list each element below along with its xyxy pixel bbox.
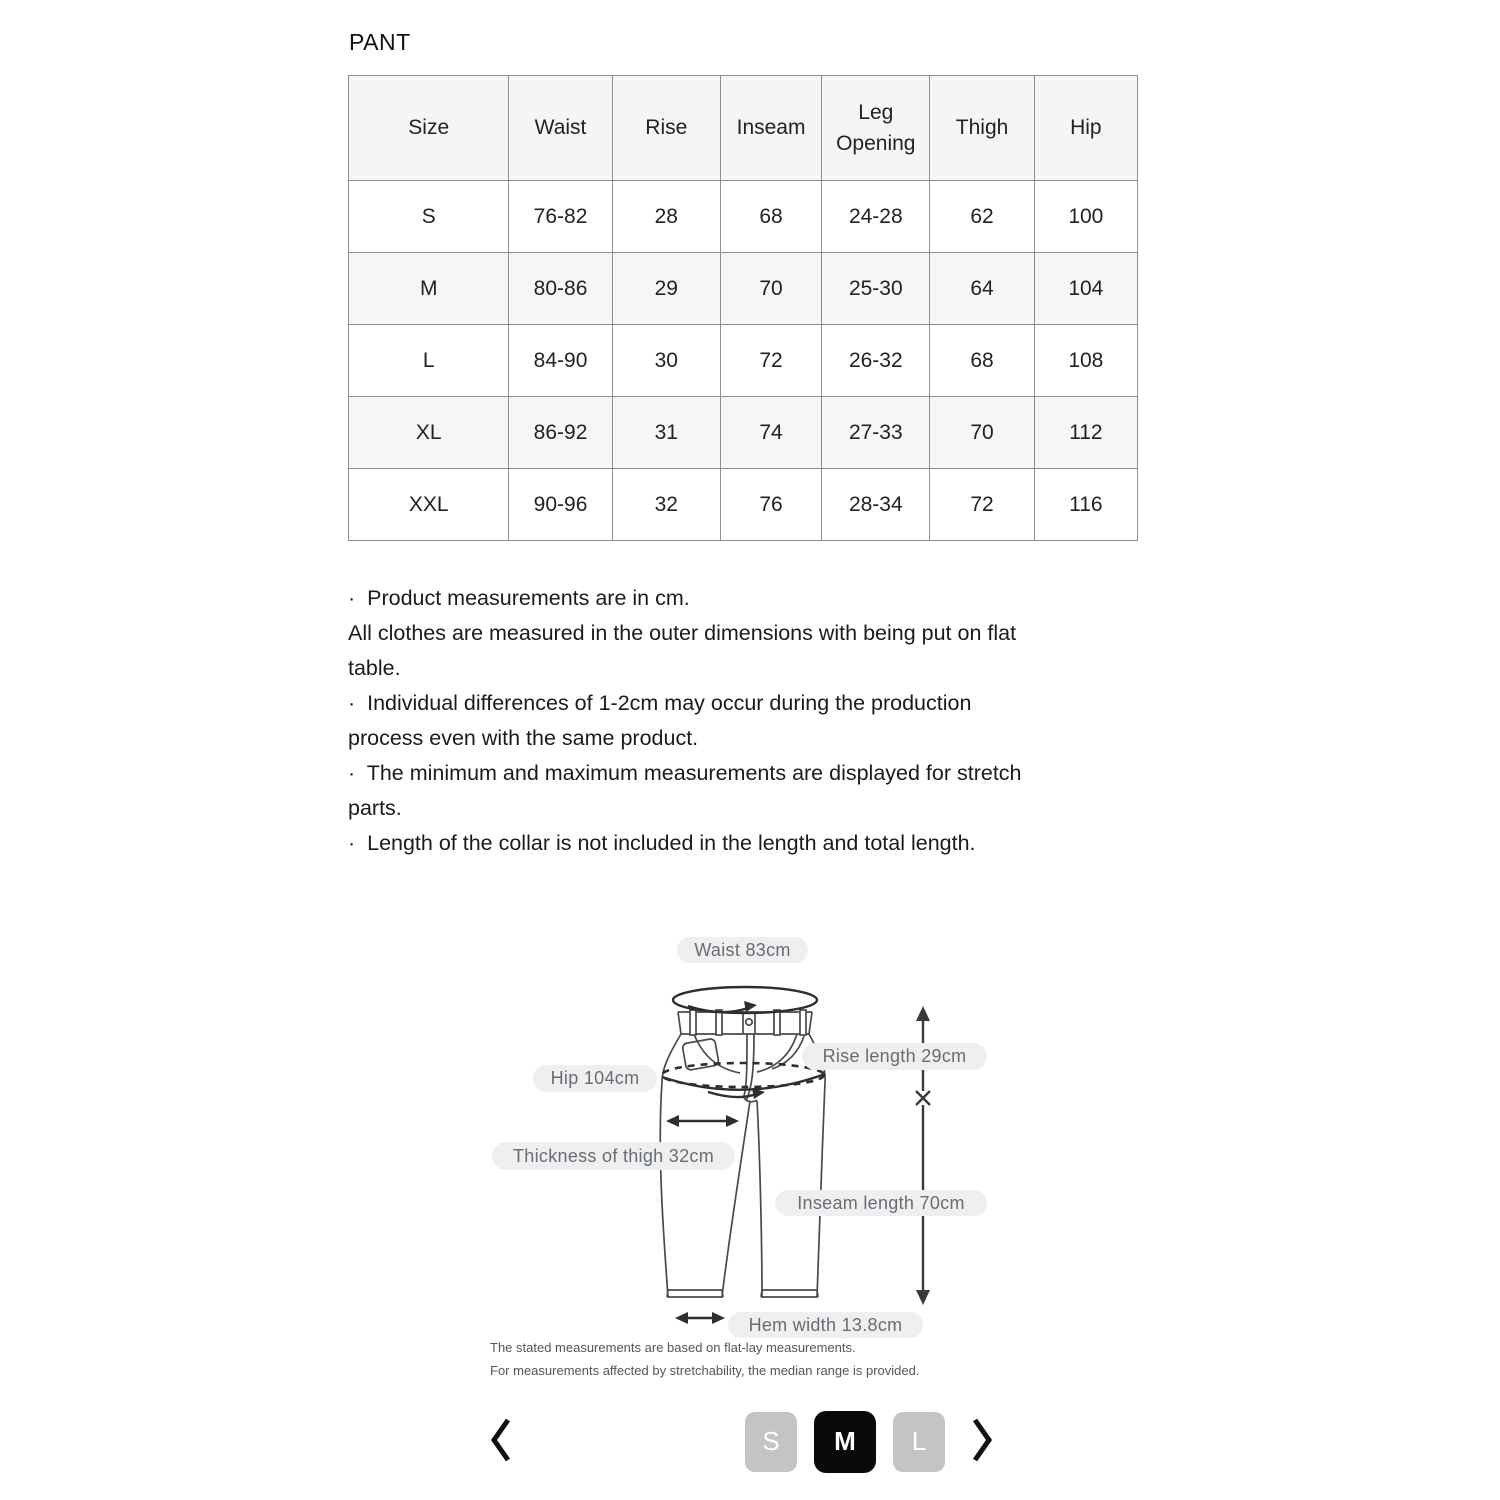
cell-rise: 31 (612, 397, 720, 469)
footnote-line: For measurements affected by stretchability, the median range is provided. (490, 1363, 920, 1378)
table-row-s (349, 181, 1138, 253)
cell-leg-opening: 25-30 (822, 253, 930, 325)
cell-thigh: 72 (930, 469, 1034, 541)
cell-rise: 32 (612, 469, 720, 541)
waist-measure-ellipse (673, 987, 817, 1013)
column-header-waist: Waist (509, 76, 612, 181)
size-selector (745, 1410, 945, 1473)
hem-arrow (675, 1312, 725, 1324)
note-line: table. (348, 656, 401, 680)
note-line: · The minimum and maximum measurements are displayed for stretch (348, 761, 1022, 785)
page-title: PANT (349, 29, 411, 55)
cell-size: S (349, 181, 509, 253)
note-line: · Product measurements are in cm. (348, 586, 690, 610)
cell-leg-opening: 27-33 (822, 397, 930, 469)
note-line: · Length of the collar is not included in the length and total length. (348, 831, 976, 855)
chevron-right-icon (969, 1416, 995, 1464)
cell-inseam: 68 (720, 181, 821, 253)
inseam-label-pill: Inseam length 70cm (775, 1190, 987, 1216)
column-header-hip: Hip (1034, 76, 1137, 181)
column-header-leg-opening: Leg Opening (822, 76, 930, 181)
cell-hip: 116 (1034, 469, 1137, 541)
diagram-footnote (490, 1336, 919, 1382)
prev-size-button[interactable] (481, 1414, 521, 1466)
size-option-s[interactable]: S (745, 1412, 797, 1472)
cell-hip: 108 (1034, 325, 1137, 397)
thigh-arrow (666, 1115, 739, 1127)
cell-waist: 80-86 (509, 253, 612, 325)
cell-inseam: 72 (720, 325, 821, 397)
cell-inseam: 70 (720, 253, 821, 325)
rise-label-pill: Rise length 29cm (802, 1043, 987, 1070)
next-size-button[interactable] (962, 1414, 1002, 1466)
cell-waist: 86-92 (509, 397, 612, 469)
cell-inseam: 74 (720, 397, 821, 469)
hip-label-pill: Hip 104cm (533, 1065, 657, 1092)
table-row-l (349, 325, 1138, 397)
footnote-line: The stated measurements are based on flat-lay measurements. (490, 1340, 856, 1355)
column-header-inseam: Inseam (720, 76, 821, 181)
cell-leg-opening: 28-34 (822, 469, 930, 541)
table-row-xxl (349, 469, 1138, 541)
cell-size: XL (349, 397, 509, 469)
cell-rise: 29 (612, 253, 720, 325)
cell-hip: 100 (1034, 181, 1137, 253)
cell-inseam: 76 (720, 469, 821, 541)
waist-label-pill: Waist 83cm (677, 937, 808, 963)
size-option-m[interactable]: M (814, 1411, 876, 1473)
cell-thigh: 68 (930, 325, 1034, 397)
table-row-m (349, 253, 1138, 325)
note-line: process even with the same product. (348, 726, 699, 750)
chevron-left-icon (488, 1416, 514, 1464)
table-row-xl (349, 397, 1138, 469)
table-header-row (349, 76, 1138, 181)
column-header-thigh: Thigh (930, 76, 1034, 181)
column-header-size: Size (349, 76, 509, 181)
note-line: · Individual differences of 1-2cm may occur during the production (348, 691, 972, 715)
note-line: parts. (348, 796, 402, 820)
cell-waist: 90-96 (509, 469, 612, 541)
column-header-rise: Rise (612, 76, 720, 181)
cell-size: L (349, 325, 509, 397)
size-option-l[interactable]: L (893, 1412, 945, 1472)
cell-waist: 76-82 (509, 181, 612, 253)
measurement-notes (348, 581, 1022, 861)
cell-thigh: 62 (930, 181, 1034, 253)
cell-rise: 28 (612, 181, 720, 253)
cell-size: M (349, 253, 509, 325)
cell-hip: 104 (1034, 253, 1137, 325)
cell-rise: 30 (612, 325, 720, 397)
cell-hip: 112 (1034, 397, 1137, 469)
thigh-label-pill: Thickness of thigh 32cm (492, 1142, 735, 1170)
hem-label-pill: Hem width 13.8cm (728, 1312, 923, 1338)
cell-leg-opening: 24-28 (822, 181, 930, 253)
cell-thigh: 64 (930, 253, 1034, 325)
cell-leg-opening: 26-32 (822, 325, 930, 397)
size-table (348, 75, 1138, 541)
cell-size: XXL (349, 469, 509, 541)
cell-thigh: 70 (930, 397, 1034, 469)
cell-waist: 84-90 (509, 325, 612, 397)
note-line: All clothes are measured in the outer dimensions with being put on flat (348, 621, 1017, 645)
